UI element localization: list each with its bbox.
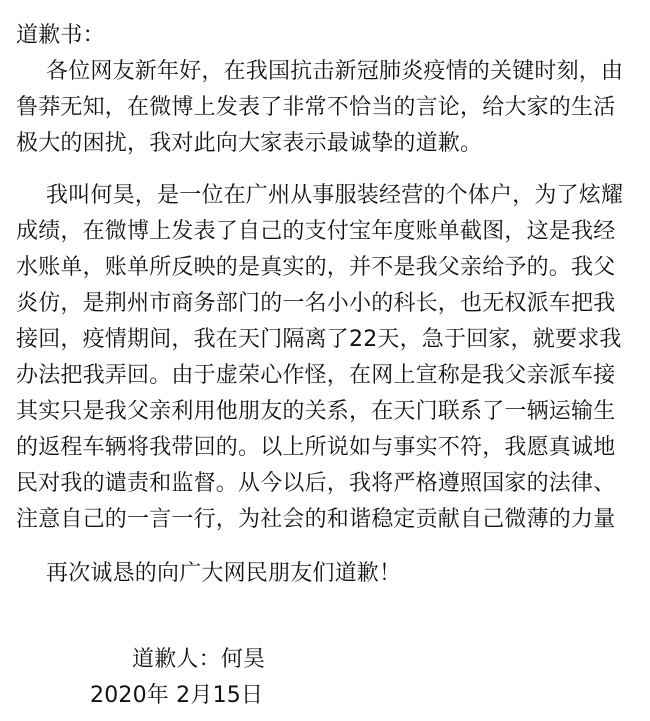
paragraph2-line: 我叫何昊，是一位在广州从事服装经营的个体户，为了炫耀 <box>46 183 624 208</box>
signature-line: 道歉人：何昊 <box>132 647 266 672</box>
letter-title: 道歉书： <box>16 23 105 48</box>
paragraph2-line: 其实只是我父亲利用他朋友的关系，在天门联系了一辆运输生 <box>16 399 616 424</box>
paragraph2-line: 接回，疫情期间，我在天门隔离了22天，急于回家，就要求我 <box>16 327 622 352</box>
paragraph2-line: 炎仿，是荆州市商务部门的一名小小的科长，也无权派车把我 <box>16 291 616 316</box>
paragraph2-line: 水账单，账单所反映的是真实的，并不是我父亲给予的。我父 <box>16 255 616 280</box>
paragraph2-line: 办法把我弄回。由于虚荣心作怪，在网上宣称是我父亲派车接 <box>16 363 616 388</box>
paragraph2-line: 的返程车辆将我带回的。以上所说如与事实不符，我愿真诚地 <box>16 435 616 460</box>
paragraph2-line: 注意自己的一言一行，为社会的和谐稳定贡献自己微薄的力量 <box>16 507 616 532</box>
paragraph2-line: 民对我的谴责和监督。从今以后，我将严格遵照国家的法律、 <box>16 471 616 496</box>
paragraph1-line: 鲁莽无知，在微博上发表了非常不恰当的言论，给大家的生活 <box>16 95 616 120</box>
closing-line: 再次诚恳的向广大网民朋友们道歉！ <box>46 561 402 586</box>
date-line: 2020年 2月15日 <box>90 683 264 708</box>
paragraph1-line: 各位网友新年好，在我国抗击新冠肺炎疫情的关键时刻，由 <box>46 59 624 84</box>
paragraph2-line: 成绩，在微博上发表了自己的支付宝年度账单截图，这是我经 <box>16 219 616 244</box>
paragraph1-line: 极大的困扰，我对此向大家表示最诚挚的道歉。 <box>16 131 483 156</box>
